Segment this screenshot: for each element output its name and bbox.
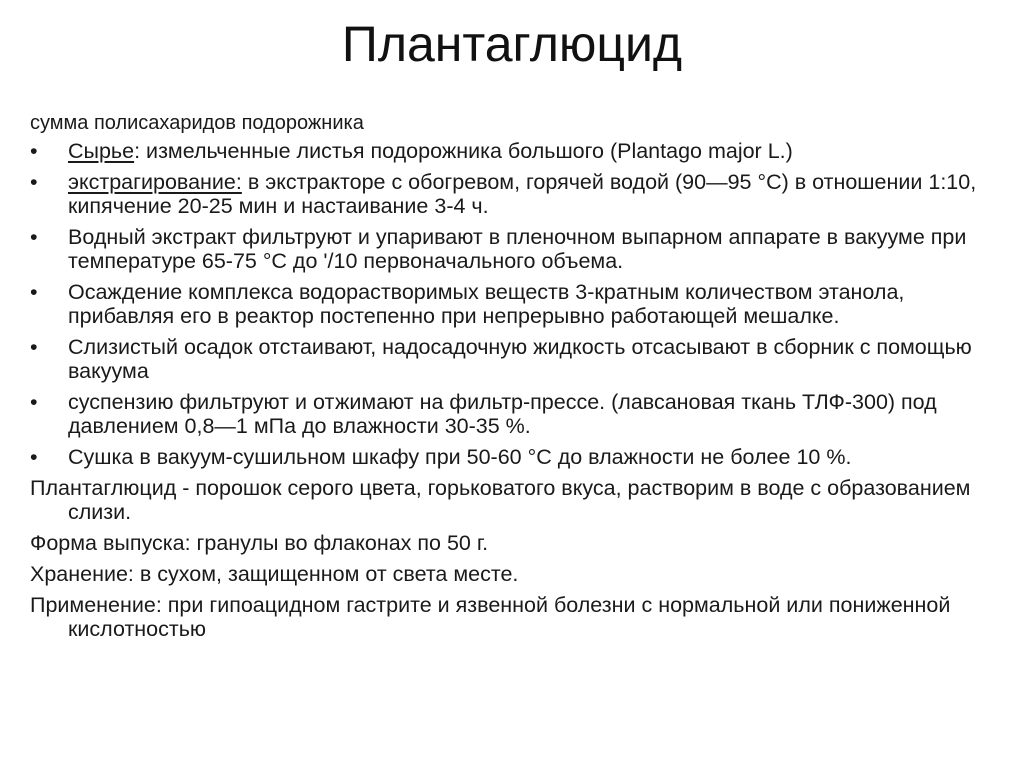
usage-paragraph: Применение: при гипоацидном гастрите и язвенной болезни с нормальной или пониженной кислотностью: [30, 593, 951, 641]
page-title: Плантаглюцид: [341, 16, 683, 72]
bullet-text: Сушка в вакуум-сушильном шкафу при 50-60 °С до влажности не более 10 %.: [68, 445, 852, 469]
bullet-text: суспензию фильтруют и отжимают на фильтр-прессе. (лавсановая ткань ТЛФ-300) под давлением 0,8—1 мПа до влажности 30-35 %.: [68, 390, 937, 438]
storage-paragraph: Хранение: в сухом, защищенном от света месте.: [30, 562, 519, 586]
slide-body: [30, 110, 1000, 648]
bullet-icon: •: [30, 335, 38, 359]
bullet-term: Сырье: [68, 139, 135, 163]
intro-text: сумма полисахаридов подорожника: [30, 112, 364, 134]
bullet-item: [30, 390, 1000, 438]
bullet-text: : измельченные листья подорожника большого (Plantago major L.): [134, 139, 793, 163]
bullet-item: [30, 139, 1000, 163]
bullet-item: [30, 170, 1000, 218]
bullet-item: [30, 280, 1000, 328]
bullet-icon: •: [30, 139, 38, 163]
bullet-text: в экстракторе с обогревом, горячей водой (90—95 °С) в отношении 1:10, кипячение 20-25 мин и настаивание 3-4 ч.: [68, 170, 977, 218]
description-paragraph: Плантаглюцид - порошок серого цвета, горьковатого вкуса, растворим в воде с образованием слизи.: [30, 476, 971, 524]
bullet-item: [30, 335, 1000, 383]
bullet-text: Слизистый осадок отстаивают, надосадочную жидкость отсасывают в сборник с помощью вакуума: [68, 335, 972, 383]
bullet-icon: •: [30, 170, 38, 194]
bullet-text: Водный экстракт фильтруют и упаривают в пленочном выпарном аппарате в вакууме при температуре 65-75 °С до '/10 первоначального объема.: [68, 225, 967, 273]
bullet-term: экстрагирование:: [68, 170, 242, 194]
bullet-text: Осаждение комплекса водорастворимых веществ 3-кратным количеством этанола, прибавляя его в реактор постепенно при непрерывно работающей мешалке.: [68, 280, 905, 328]
bullet-item: [30, 225, 1000, 273]
bullet-icon: •: [30, 445, 38, 469]
bullet-item: [30, 445, 1000, 469]
release-form-paragraph: Форма выпуска: гранулы во флаконах по 50 г.: [30, 531, 489, 555]
bullet-icon: •: [30, 280, 38, 304]
bullet-icon: •: [30, 225, 38, 249]
bullet-icon: •: [30, 390, 38, 414]
